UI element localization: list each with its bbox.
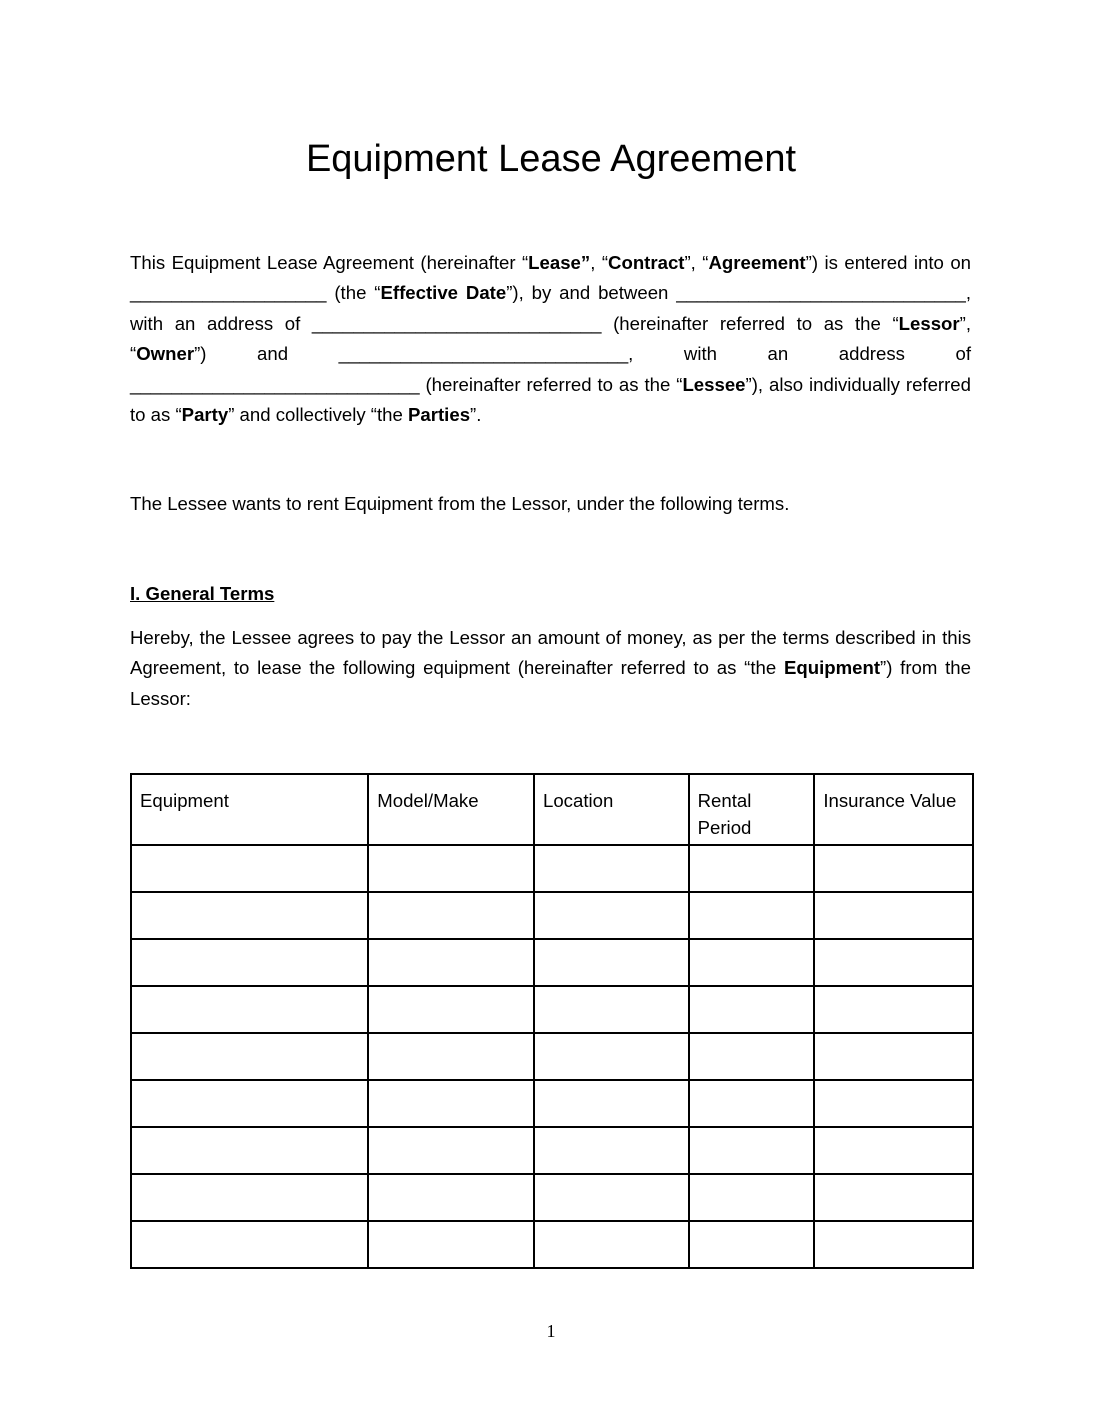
table-row — [131, 1174, 973, 1221]
header-equipment: Equipment — [131, 774, 368, 845]
text-run: ”) and ____________________________, with an address of ____________________________ (hereinafter referred to as the “ — [130, 343, 971, 395]
table-cell — [534, 1080, 689, 1127]
text-run: ” and collectively “the — [228, 404, 409, 426]
table-cell — [368, 1033, 534, 1080]
bold-term: Owner — [136, 343, 195, 365]
header-model-make: Model/Make — [368, 774, 534, 845]
table-cell — [368, 1127, 534, 1174]
table-cell — [689, 892, 815, 939]
text-run: ”, “ — [684, 252, 709, 273]
table-cell — [131, 845, 368, 892]
text-run: This Equipment Lease Agreement (hereinafter “ — [130, 252, 529, 273]
text-run: ”, “ — [130, 312, 971, 365]
equipment-table — [130, 773, 974, 1269]
text-run: ”) from the Lessor: — [130, 657, 971, 709]
text-run: ”), by and between ____________________________, with an address of ____________________________ (hereinafter referred to as the “ — [130, 282, 971, 334]
section-heading-general-terms: I. General Terms — [130, 583, 275, 604]
table-cell — [368, 1221, 534, 1268]
table-cell — [689, 1080, 815, 1127]
table-cell — [814, 1174, 973, 1221]
table-cell — [689, 939, 815, 986]
table-row — [131, 892, 973, 939]
intro-paragraph — [130, 248, 971, 430]
text-run: ”) is entered into on ___________________ (the “ — [130, 252, 972, 304]
table-cell — [368, 1174, 534, 1221]
table-cell — [814, 892, 973, 939]
table-cell — [131, 986, 368, 1033]
table-cell — [814, 1080, 973, 1127]
table-cell — [534, 939, 689, 986]
table-cell — [131, 1127, 368, 1174]
intent-paragraph: The Lessee wants to rent Equipment from the Lessor, under the following terms. — [130, 493, 790, 514]
text-run: Hereby, the Lessee agrees to pay the Lessor an amount of money, as per the terms described in this Agreement, to lease the following equipment (hereinafter referred to as “the — [130, 627, 971, 679]
equipment-table-body — [131, 845, 973, 1268]
header-insurance-value: Insurance Value — [814, 774, 973, 845]
header-rental-period: Rental Period — [689, 774, 815, 845]
table-cell — [814, 1127, 973, 1174]
table-row — [131, 1080, 973, 1127]
table-cell — [689, 1127, 815, 1174]
table-cell — [814, 939, 973, 986]
table-cell — [814, 1033, 973, 1080]
table-cell — [689, 1221, 815, 1268]
table-row — [131, 986, 973, 1033]
table-cell — [689, 1174, 815, 1221]
text-run: ”. — [470, 404, 482, 426]
table-cell — [368, 845, 534, 892]
table-cell — [368, 939, 534, 986]
table-cell — [689, 1033, 815, 1080]
bold-term: Equipment — [783, 657, 881, 679]
table-cell — [534, 1221, 689, 1268]
table-cell — [131, 939, 368, 986]
text-run: , “ — [590, 252, 609, 273]
table-cell — [534, 986, 689, 1033]
table-cell — [131, 892, 368, 939]
table-cell — [814, 1221, 973, 1268]
table-cell — [534, 1127, 689, 1174]
table-cell — [814, 986, 973, 1033]
general-terms-paragraph — [130, 623, 971, 714]
table-cell — [534, 845, 689, 892]
table-cell — [689, 986, 815, 1033]
table-row — [131, 939, 973, 986]
table-row — [131, 1221, 973, 1268]
table-cell — [534, 1174, 689, 1221]
table-row — [131, 1127, 973, 1174]
header-location: Location — [534, 774, 689, 845]
table-row — [131, 845, 973, 892]
table-cell — [689, 845, 815, 892]
table-cell — [131, 1174, 368, 1221]
bold-term: Lease” — [528, 252, 591, 273]
equipment-table-header-row — [131, 774, 973, 845]
bold-term: Lessor — [898, 312, 960, 334]
bold-term: Parties — [408, 404, 471, 426]
table-cell — [368, 892, 534, 939]
table-cell — [131, 1221, 368, 1268]
table-cell — [131, 1080, 368, 1127]
bold-term: Contract — [608, 252, 685, 273]
table-cell — [814, 845, 973, 892]
table-cell — [534, 1033, 689, 1080]
table-cell — [534, 892, 689, 939]
table-cell — [368, 986, 534, 1033]
document-title: Equipment Lease Agreement — [305, 138, 797, 180]
bold-term: Lessee — [682, 373, 746, 395]
text-run: ”), also individually referred to as “ — [130, 373, 971, 426]
page-number: 1 — [546, 1321, 556, 1341]
table-cell — [368, 1080, 534, 1127]
bold-term: Agreement — [708, 252, 806, 273]
bold-term: Party — [181, 404, 229, 426]
bold-term: Effective Date — [380, 282, 507, 304]
table-row — [131, 1033, 973, 1080]
table-cell — [131, 1033, 368, 1080]
